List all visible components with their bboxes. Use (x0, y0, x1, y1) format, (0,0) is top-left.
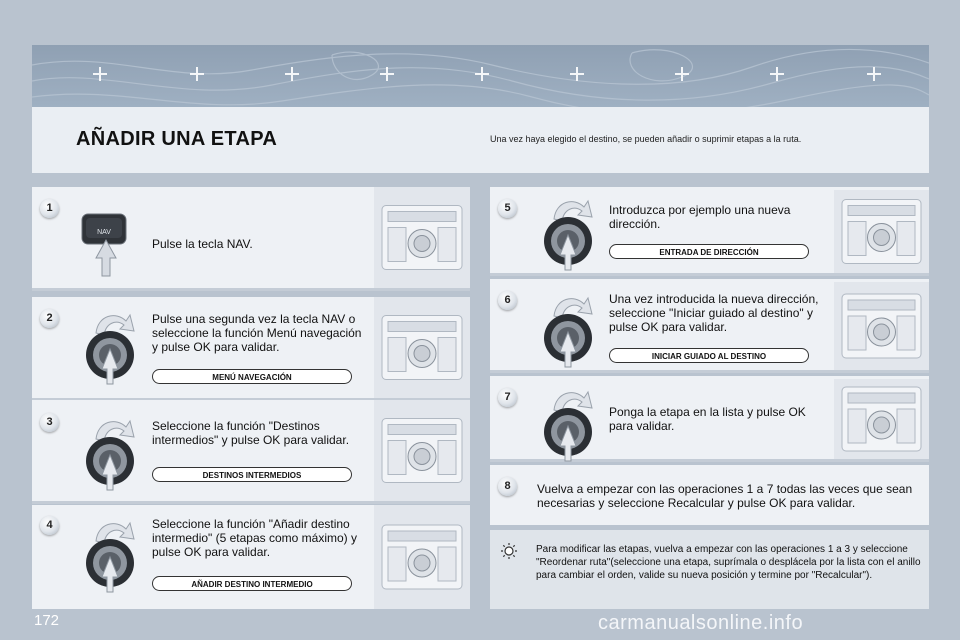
step-5-label: ENTRADA DE DIRECCIÓN (609, 244, 809, 259)
step-5-number: 5 (498, 199, 517, 218)
console-drawing (374, 297, 470, 398)
step-8-number: 8 (498, 477, 517, 496)
step-7-console-image (834, 379, 929, 459)
step-2-label: MENÚ NAVEGACIÓN (152, 369, 352, 384)
step-5-text: Introduzca por ejemplo una nueva dirección. (609, 203, 791, 231)
step-1-number: 1 (40, 199, 59, 218)
step-6-label: INICIAR GUIADO AL DESTINO (609, 348, 809, 363)
step-2-text: Pulse una segunda vez la tecla NAV o seleccione la función Menú navegación y pulse OK para validar. (152, 312, 362, 354)
header-banner (32, 45, 929, 107)
console-drawing (374, 400, 470, 501)
rotary-knob-icon (82, 307, 138, 385)
note-text: Para modificar las etapas, vuelva a empezar con las operaciones 1 a 3 y seleccione "Reordenar ruta"(seleccione una etapa, suprímala o desplácela por la lista con el anillo para cambiar el orden, valide su nueva posición y termine por "Recalcular"). (536, 544, 921, 581)
step-8-text: Vuelva a empezar con las operaciones 1 a 7 todas las veces que sean necesarias y seleccione Recalcular y pulse OK para validar. (537, 482, 913, 510)
nav-key-label: NAV (97, 229, 111, 236)
step-1-console-image (374, 187, 470, 288)
step-4-number: 4 (40, 516, 59, 535)
watermark: carmanualsonline.info (598, 612, 804, 634)
console-drawing (374, 505, 470, 609)
step-6-console-image (834, 282, 929, 370)
step-7-text: Ponga la etapa en la lista y pulse OK para validar. (609, 405, 806, 433)
rotary-knob-icon (540, 290, 596, 368)
step-4-label: AÑADIR DESTINO INTERMEDIO (152, 576, 352, 591)
nav-key-icon (76, 210, 136, 278)
step-6-text: Una vez introducida la nueva dirección, seleccione "Iniciar guiado al destino" y pulse OK para validar. (609, 292, 819, 334)
rotary-knob-icon (82, 515, 138, 593)
step-4-console-image (374, 505, 470, 609)
rotary-knob-icon (82, 413, 138, 491)
topographic-pattern (32, 45, 929, 107)
page-title: AÑADIR UNA ETAPA (76, 128, 278, 150)
step-3-label: DESTINOS INTERMEDIOS (152, 467, 352, 482)
page-number: 172 (34, 612, 60, 629)
rotary-knob-icon (540, 193, 596, 271)
step-2-console-image (374, 297, 470, 398)
step-5-console-image (834, 190, 929, 273)
step-4-text: Seleccione la función "Añadir destino intermedio" (5 etapas como máximo) y pulse OK para validar. (152, 517, 358, 559)
rotary-knob-icon (540, 384, 596, 462)
lightbulb-icon (500, 542, 518, 560)
console-drawing (834, 282, 929, 370)
step-7-number: 7 (498, 388, 517, 407)
step-6-number: 6 (498, 291, 517, 310)
intro-text: Una vez haya elegido el destino, se pueden añadir o suprimir etapas a la ruta. (490, 134, 802, 144)
step-3-console-image (374, 400, 470, 501)
console-drawing (834, 379, 929, 459)
step-3-text: Seleccione la función "Destinos intermedios" y pulse OK para validar. (152, 419, 350, 447)
step-2-number: 2 (40, 309, 59, 328)
console-drawing (834, 190, 929, 273)
console-drawing (374, 187, 470, 288)
step-1-text: Pulse la tecla NAV. (152, 237, 253, 251)
step-3-number: 3 (40, 413, 59, 432)
